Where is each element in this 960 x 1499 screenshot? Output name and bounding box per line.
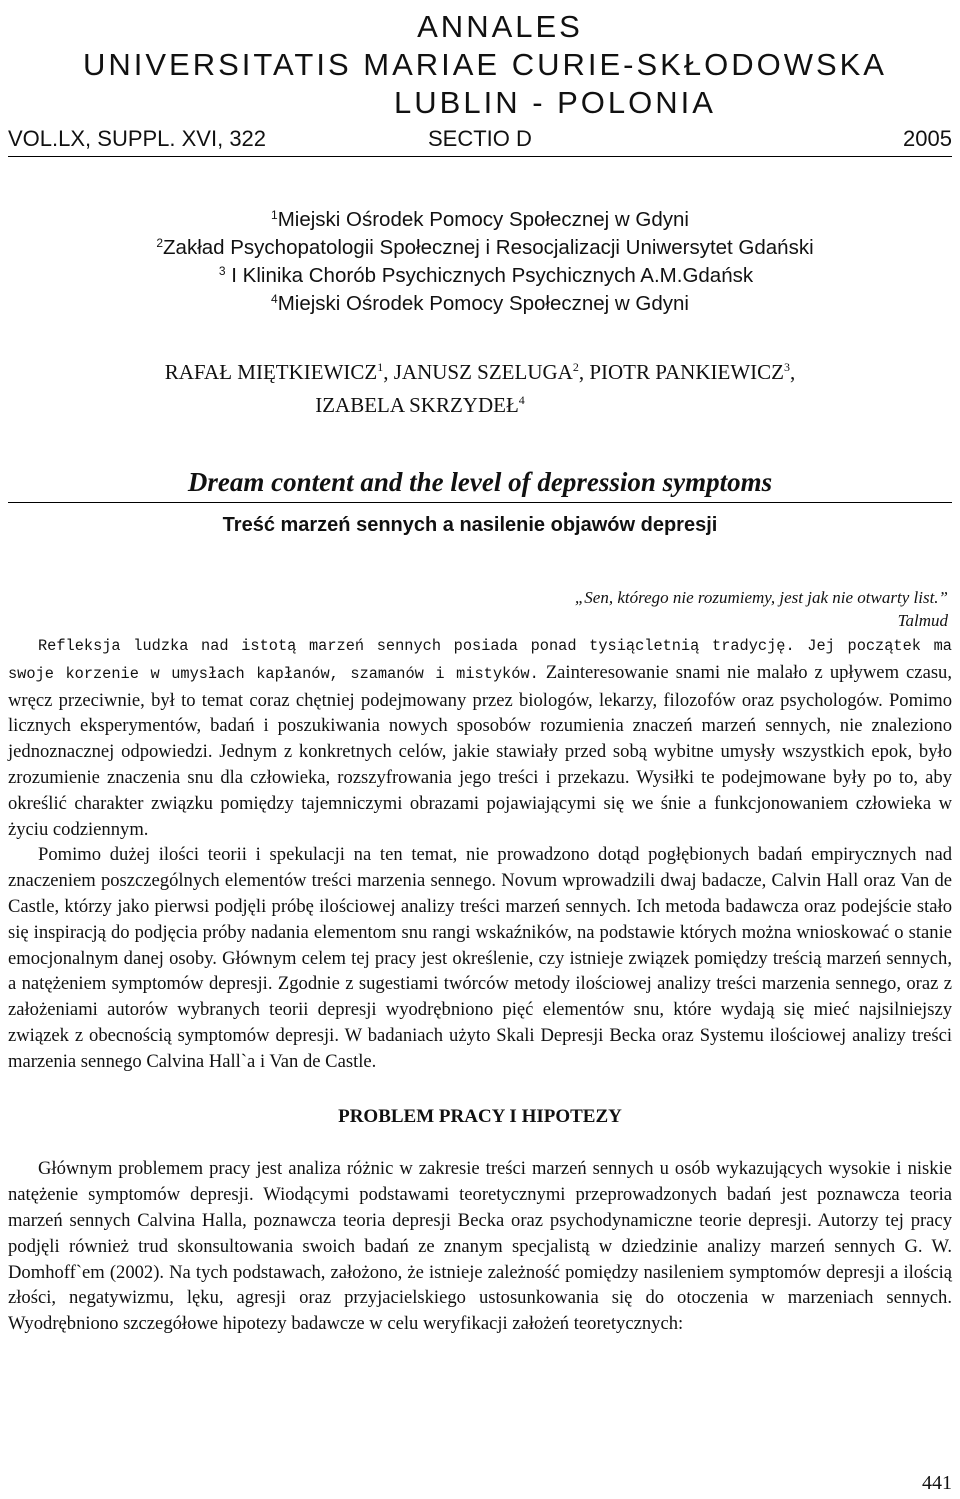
author-list — [0, 357, 960, 423]
epigraph-source: Talmud — [897, 611, 948, 630]
author-affiliation-number: 4 — [518, 393, 525, 407]
volume-row — [8, 122, 952, 157]
author-affiliation-number: 3 — [783, 360, 790, 374]
volume-info: VOL.LX, SUPPL. XVI, 322 — [8, 126, 267, 151]
affiliation-number: 2 — [156, 236, 164, 250]
journal-location: LUBLIN - POLONIA — [394, 85, 716, 120]
section-heading: PROBLEM PRACY I HIPOTEZY — [338, 1105, 622, 1127]
author-line-2 — [0, 390, 960, 423]
author-name: RAFAŁ MIĘTKIEWICZ — [164, 360, 378, 384]
paragraph-lead-text: Refleksja ludzka nad istotą marzeń sennych posiada ponad tysiącletnią tradycję. Jej początek ma swoje korzenie w umysłach kapłanów, szamanów i mistyków. — [8, 637, 952, 683]
journal-header — [0, 8, 960, 122]
journal-name-line1: ANNALES — [417, 9, 583, 44]
epigraph — [248, 586, 948, 632]
affiliation-text: Zakład Psychopatologii Społecznej i Resocjalizacji Uniwersytet Gdański — [163, 236, 814, 259]
affiliation-4 — [0, 291, 960, 319]
section-info: SECTIO D — [428, 126, 532, 151]
affiliation-text: Miejski Ośrodek Pomocy Społecznej w Gdyni — [277, 292, 689, 315]
journal-name-line2: UNIVERSITATIS MARIAE CURIE-SKŁODOWSKA — [82, 47, 887, 82]
author-affiliation-number: 2 — [572, 360, 579, 374]
author-line-1: RAFAŁ MIĘTKIEWICZ$^1$, JANUSZ SZELUGA$^2$, PIOTR PANKIEWICZ$^3$, — [164, 360, 796, 384]
affiliation-3 — [0, 263, 960, 291]
paragraph-text: Zainteresowanie snami nie malało z upływem czasu, wręcz przeciwnie, był to temat coraz chętniej podejmowany przez biologów, lekarzy, filozofów oraz psychologów. Pomimo licznych eksperymentów, badań i poszukiwania nowych sposobów rozumienia znaczeń marzeń sennych, nie znaleziono jednoznacznej odpowiedzi. Jednym z konkretnych celów, jakie stawiały przed sobą wybitne umysły wszystkich epok, było zrozumienie znaczenia snu dla człowieka, rozszyfrowania jego treści i przekazu. Wysiłki te podejmowane były po to, aby określić charakter związku pomiędzy tajemniczymi obrazami pojawiającymi się we śnie a funkcjonowaniem człowieka w życiu codziennym. — [8, 661, 952, 840]
affiliation-2 — [0, 235, 960, 263]
article-body — [8, 632, 952, 1337]
article-title-english: Dream content and the level of depression symptoms — [8, 462, 952, 503]
author-name: PIOTR PANKIEWICZ — [589, 360, 784, 384]
affiliation-number: 1 — [271, 208, 278, 222]
epigraph-quote: „Sen, którego nie rozumiemy, jest jak nie otwarty list.” — [574, 588, 948, 607]
affiliations — [0, 207, 960, 319]
affiliation-number: 3 — [218, 264, 226, 278]
paragraph — [8, 632, 952, 842]
article-title-polish: Treść marzeń sennych a nasilenie objawów depresji — [222, 514, 718, 536]
affiliation-1 — [0, 207, 960, 235]
paragraph: Głównym problemem pracy jest analiza różnic w zakresie treści marzeń sennych u osób wykazujących wysokie i niskie natężenie symptomów depresji. Wiodącymi podstawami teoretycznymi przeprowadzonych badań jest poznawcza teoria marzeń sennych Calvina Halla, poznawcza teoria depresji Becka oraz psychodynamiczne teorie depresji. Autorzy tej pracy podjęli również trud skonsultowania swoich badań ze znanym specjalistą w dziedzinie analizy marzeń sennych G. W. Domhoff`em (2002). Na tych podstawach, założono, że istnieje zależność pomiędzy nasileniem symptomów depresji a ilością złości, negatywizmu, lęku, agresji oraz przyjacielskiego ustosunkowania się do otoczenia w marzeniach sennych. Wyodrębniono szczegółowe hipotezy badawcze w celu weryfikacji założeń teoretycznych: — [8, 1158, 952, 1335]
year-info: 2005 — [903, 126, 952, 151]
author-name: JANUSZ SZELUGA — [393, 360, 573, 384]
affiliation-text: Miejski Ośrodek Pomocy Społecznej w Gdyni — [277, 208, 689, 231]
affiliation-text: I Klinika Chorób Psychicznych Psychicznych A.M.Gdańsk — [231, 264, 754, 287]
paragraph: Pomimo dużej ilości teorii i spekulacji na ten temat, nie prowadzono dotąd pogłębionych badań empirycznych nad znaczeniem poszczególnych elementów treści marzenia sennego. Novum wprowadzili dwaj badacze, Calvin Hall oraz Van de Castle, którzy jako pierwsi podjęli próbę ilościowej analizy treści marzeń sennych. Ich metoda badawcza oraz podejście stało się inspiracją do podjęcia próby nadania elementom snu rangi wskaźników, na podstawie których można wnioskować o stanie emocjonalnym danej osoby. Głównym celem tej pracy jest określenie, czy istnieje związek pomiędzy treścią marzeń sennych, a natężeniem symptomów depresji. Zgodnie z sugestiami twórców metody ilościowej analizy treści marzenia sennego, oraz z założeniami autorów wybranych teorii depresji wyodrębniono pięć elementów snu, które wydają się mieć najsilniejszy związek z obecnością symptomów depresji. W badaniach użyto Skali Depresji Becka oraz Systemu ilościowej analizy treści marzenia sennego Calvina Hall`a i Van de Castle. — [8, 844, 952, 1072]
page-number: 441 — [922, 1472, 952, 1494]
author-name: IZABELA SKRZYDEŁ — [315, 393, 519, 417]
affiliation-number: 4 — [271, 292, 278, 306]
author-affiliation-number: 1 — [377, 360, 384, 374]
